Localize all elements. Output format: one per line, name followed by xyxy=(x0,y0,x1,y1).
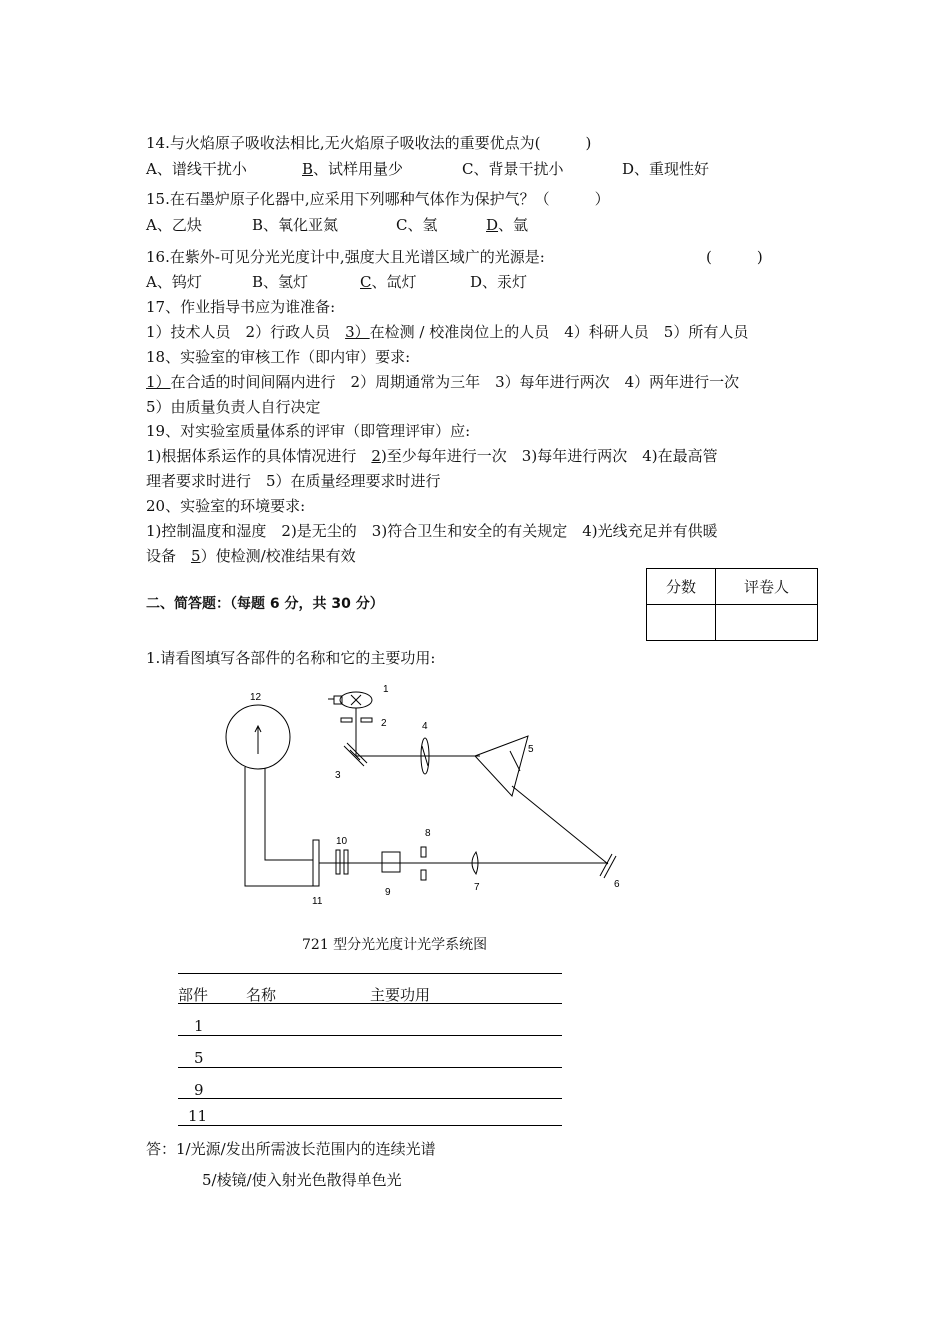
table-row-part: 5 xyxy=(194,1049,204,1067)
optical-system-diagram xyxy=(210,676,640,916)
label-8: 8 xyxy=(425,828,431,839)
q16-option-a[interactable]: A、钨灯 xyxy=(146,273,202,291)
answer-mark: 3） xyxy=(345,323,370,341)
q19-stem: 19、对实验室质量体系的评审（即管理评审）应: xyxy=(146,422,471,440)
option-text: 、试样用量少 xyxy=(313,160,404,178)
mirror-6-b xyxy=(604,856,616,878)
table-row-rule xyxy=(178,1035,562,1036)
q16-stem: 16.在紫外-可见分光光度计中,强度大且光谱区域广的光源是: xyxy=(146,248,545,266)
option-text: 、氩 xyxy=(498,216,529,234)
grader-header: 评卷人 xyxy=(716,569,818,605)
q19-options-line1 xyxy=(146,446,718,466)
q18-options-line1 xyxy=(146,372,739,392)
table-top-rule xyxy=(178,973,562,974)
q15-option-a[interactable]: A、乙炔 xyxy=(146,216,202,234)
answer-mark: 1） xyxy=(146,373,171,391)
table-row-part: 11 xyxy=(188,1107,208,1125)
q15-stem: 15.在石墨炉原子化器中,应采用下列哪种气体作为保护气？（ ） xyxy=(146,190,610,208)
answer-text: 1/光源/发出所需波长范围内的连续光谱 xyxy=(176,1140,436,1158)
label-6: 6 xyxy=(614,879,620,890)
q18-options-line2: 5）由质量负责人自行决定 xyxy=(146,398,321,416)
option-text: 在合适的时间间隔内进行 2）周期通常为三年 3）每年进行两次 4）两年进行一次 xyxy=(170,373,740,391)
q20-options-line2 xyxy=(146,546,356,566)
q1-stem: 1.请看图填写各部件的名称和它的主要功用: xyxy=(146,649,436,667)
q14-option-c[interactable]: C、背景干扰小 xyxy=(462,160,564,178)
q20-options-line1: 1)控制温度和湿度 2)是无尘的 3)符合卫生和安全的有关规定 4)光线充足并有供暖 xyxy=(146,522,718,540)
q15-option-c[interactable]: C、氢 xyxy=(396,216,438,234)
label-1: 1 xyxy=(383,684,389,695)
q16-answer-paren: ( ) xyxy=(706,248,763,266)
q20-stem: 20、实验室的环境要求: xyxy=(146,497,306,515)
mirror-3-b xyxy=(347,743,367,763)
beam-to-mirror6 xyxy=(512,786,608,864)
answer-mark: D xyxy=(486,216,499,234)
cuvette-9 xyxy=(382,852,400,872)
answer-prefix: 答： xyxy=(146,1140,177,1158)
table-header-rule xyxy=(178,1003,562,1004)
diagram-labels xyxy=(250,684,620,907)
filter-10-b xyxy=(344,850,348,874)
table-row-part: 1 xyxy=(194,1017,204,1035)
answer-mark: C xyxy=(360,273,372,291)
meter-wire-outer xyxy=(245,767,313,886)
label-4: 4 xyxy=(422,721,428,732)
table-bottom-rule xyxy=(178,1125,562,1126)
option-text: 1）技术人员 2）行政人员 xyxy=(146,323,346,341)
option-text: ）使检测/校准结果有效 xyxy=(200,547,356,565)
q16-option-c[interactable] xyxy=(360,272,417,292)
table-row-part: 9 xyxy=(194,1081,204,1099)
q14-option-a[interactable]: A、谱线干扰小 xyxy=(146,160,247,178)
answer-mark: 2 xyxy=(371,447,381,465)
q16-option-b[interactable]: B、氢灯 xyxy=(252,273,309,291)
score-table xyxy=(646,568,818,641)
slit-8-bottom xyxy=(421,870,426,880)
slit-left xyxy=(341,718,352,722)
score-cell[interactable] xyxy=(647,605,716,641)
label-7: 7 xyxy=(474,882,480,893)
section-title: 二、简答题：（每题 6 分，共 30 分） xyxy=(146,596,384,612)
option-text: 在检测 / 校准岗位上的人员 4）科研人员 5）所有人员 xyxy=(369,323,749,341)
label-5: 5 xyxy=(528,744,534,755)
prism-hatch xyxy=(510,751,520,771)
label-11: 11 xyxy=(312,896,323,907)
prism-5 xyxy=(475,736,528,796)
grader-cell[interactable] xyxy=(716,605,818,641)
col-header-function: 主要功用 xyxy=(370,986,431,1004)
filter-10-a xyxy=(336,850,340,874)
q14-stem: 14.与火焰原子吸收法相比,无火焰原子吸收法的重要优点为( ) xyxy=(146,134,592,152)
label-9: 9 xyxy=(385,887,391,898)
label-3: 3 xyxy=(335,770,341,781)
diagram-caption: 721 型分光光度计光学系统图 xyxy=(302,937,488,953)
col-header-part: 部件 xyxy=(178,986,209,1004)
q16-option-d[interactable]: D、汞灯 xyxy=(470,273,528,291)
q18-stem: 18、实验室的审核工作（即内审）要求: xyxy=(146,348,411,366)
mirror-6-a xyxy=(600,854,612,876)
col-header-name: 名称 xyxy=(246,986,277,1004)
q19-options-line2: 理者要求时进行 5）在质量经理要求时进行 xyxy=(146,472,441,490)
q14-option-b[interactable] xyxy=(302,159,403,179)
answer-mark: B xyxy=(302,160,314,178)
q17-options xyxy=(146,322,748,342)
slit-right xyxy=(361,718,372,722)
answer-line1 xyxy=(146,1139,436,1159)
photocell xyxy=(313,840,319,886)
q17-stem: 17、作业指导书应为谁准备: xyxy=(146,298,336,316)
option-text: )至少每年进行一次 3)每年进行两次 4)在最高管 xyxy=(380,447,718,465)
label-2: 2 xyxy=(381,718,387,729)
label-10: 10 xyxy=(336,836,348,847)
q14-option-d[interactable]: D、重现性好 xyxy=(622,160,710,178)
option-text: 、氙灯 xyxy=(371,273,417,291)
slit-8-top xyxy=(421,847,426,857)
score-header: 分数 xyxy=(647,569,716,605)
label-12: 12 xyxy=(250,692,262,703)
answer-line2: 5/棱镜/使入射光色散得单色光 xyxy=(202,1171,402,1189)
table-row-rule xyxy=(178,1067,562,1068)
q15-option-b[interactable]: B、氧化亚氮 xyxy=(252,216,339,234)
table-row-rule xyxy=(178,1098,562,1099)
meter-wire-inner xyxy=(265,768,313,860)
option-text: 设备 xyxy=(146,547,192,565)
option-text: 1)根据体系运作的具体情况进行 xyxy=(146,447,372,465)
answer-mark: 5 xyxy=(191,547,201,565)
q15-option-d[interactable] xyxy=(486,215,528,235)
